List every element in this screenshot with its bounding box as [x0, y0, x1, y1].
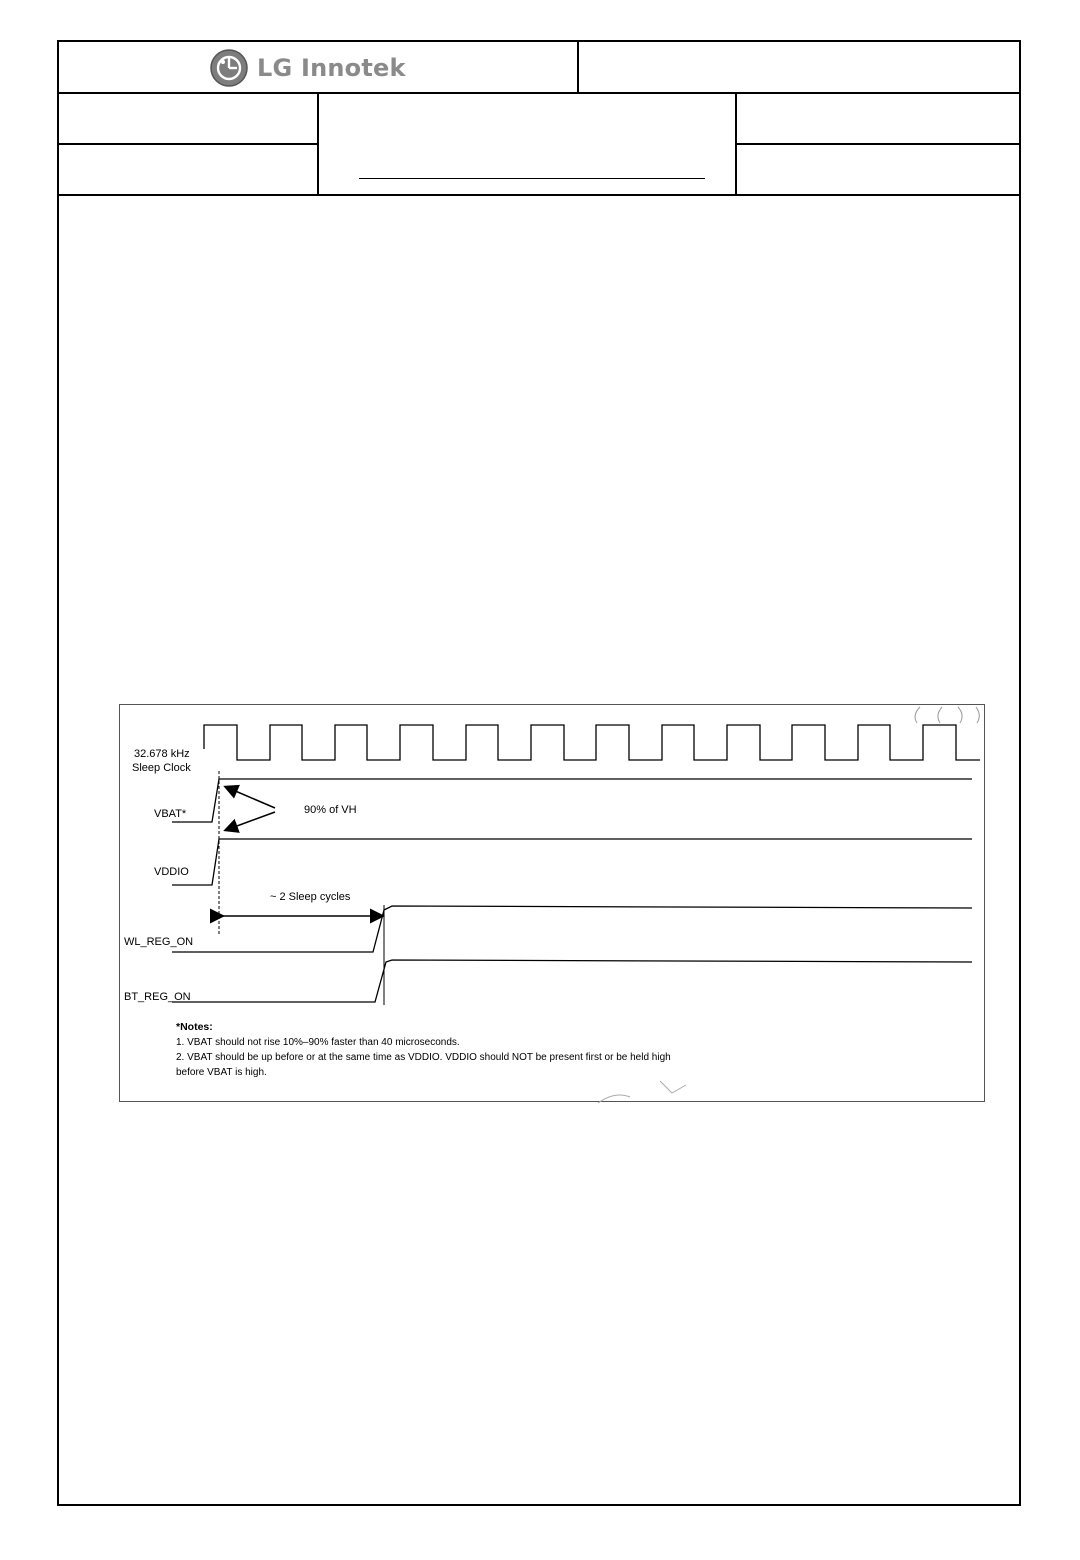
header-divider: [735, 143, 1019, 145]
scribble-mark: [915, 707, 979, 723]
vh-arrow-down: [226, 812, 275, 830]
bt-reg-on-label: BT_REG_ON: [124, 991, 191, 1003]
timing-diagram: [120, 705, 986, 1103]
note-2: 2. VBAT should be up before or at the same time as VDDIO. VDDIO should NOT be present first or be held high: [176, 1052, 671, 1063]
header-divider: [577, 42, 579, 93]
vbat-waveform: [172, 779, 972, 822]
brand-name: LG Innotek: [257, 54, 406, 82]
blank-underline: [359, 178, 705, 179]
note-2-continued: before VBAT is high.: [176, 1067, 267, 1078]
header-divider: [735, 93, 737, 195]
clock-label-2: Sleep Clock: [132, 762, 191, 774]
header-divider: [317, 93, 319, 195]
header-divider: [59, 194, 1019, 196]
lg-logo-icon: [209, 48, 249, 88]
document-page: [57, 40, 1021, 1506]
wl-reg-on-waveform: [172, 906, 972, 952]
document-header: [59, 42, 1019, 197]
clock-label-1: 32.678 kHz: [134, 748, 190, 760]
power-sequence-diagram: [119, 704, 985, 1102]
header-divider: [59, 92, 1019, 94]
vbat-label: VBAT*: [154, 808, 187, 820]
sleep-cycles-label: ~ 2 Sleep cycles: [270, 891, 351, 903]
company-logo: [209, 48, 406, 88]
vddio-waveform: [172, 839, 972, 885]
note-1: 1. VBAT should not rise 10%–90% faster than 40 microseconds.: [176, 1037, 460, 1048]
pen-mark: [598, 1081, 686, 1103]
vh-threshold-label: 90% of VH: [304, 804, 357, 816]
vh-arrow-up: [226, 787, 275, 808]
sleep-clock-waveform: [204, 725, 980, 760]
vddio-label: VDDIO: [154, 866, 189, 878]
notes-title: *Notes:: [176, 1021, 213, 1033]
wl-reg-on-label: WL_REG_ON: [124, 936, 194, 948]
header-divider: [59, 143, 317, 145]
bt-reg-on-waveform: [172, 960, 972, 1002]
